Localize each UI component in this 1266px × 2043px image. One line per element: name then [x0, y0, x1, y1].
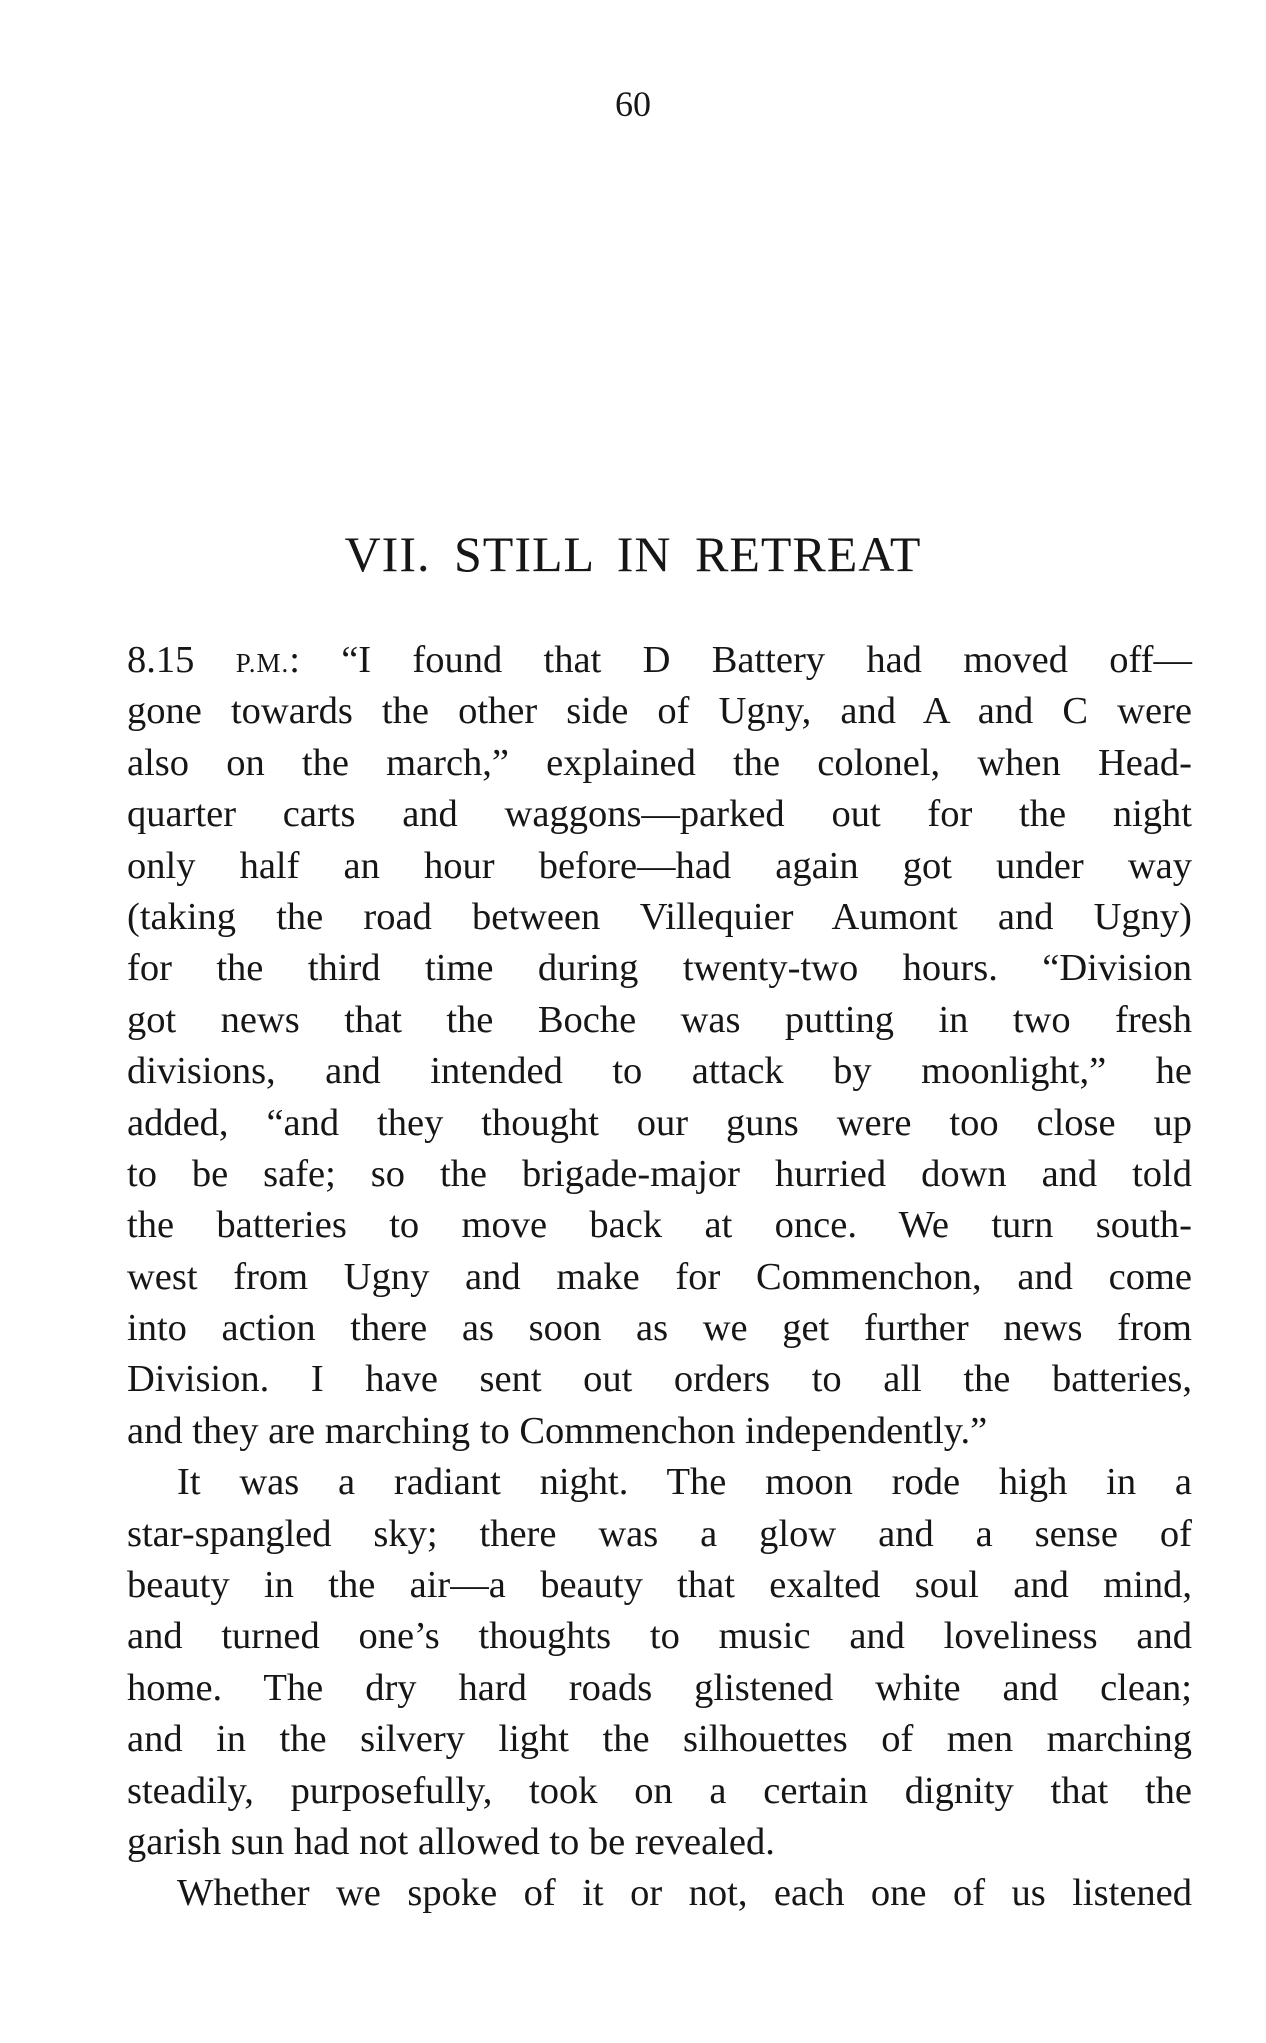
text-line: and in the silvery light the silhouettes of men marching — [127, 1718, 1192, 1761]
text-line: into action there as soon as we get further news from — [127, 1307, 1192, 1350]
text-line — [127, 635, 1192, 686]
body-text — [127, 635, 1192, 1920]
paragraph-start-line: It was a radiant night. The moon rode high in a — [177, 1461, 1192, 1504]
text-line: also on the march,” explained the colonel, when Head- — [127, 741, 1192, 784]
text-line: garish sun had not allowed to be revealed. — [127, 1820, 775, 1863]
text-line: added, “and they thought our guns were too close up — [127, 1101, 1192, 1144]
text-line: (taking the road between Villequier Aumont and Ugny) — [127, 895, 1192, 938]
text-line: and turned one’s thoughts to music and loveliness and — [127, 1615, 1192, 1658]
text-line: steadily, purposefully, took on a certain dignity that the — [127, 1769, 1192, 1812]
page-number: 60 — [615, 84, 651, 124]
chapter-title: VII. STILL IN RETREAT — [344, 526, 922, 582]
text-line: star-spangled sky; there was a glow and a sense of — [127, 1512, 1192, 1555]
text-line: to be safe; so the brigade-major hurried down and told — [127, 1152, 1192, 1195]
text-line: gone towards the other side of Ugny, and A and C were — [127, 690, 1192, 733]
text-line: home. The dry hard roads glistened white and clean; — [127, 1666, 1192, 1709]
text-line: beauty in the air—a beauty that exalted soul and mind, — [127, 1564, 1192, 1607]
text-line: Division. I have sent out orders to all the batteries, — [127, 1358, 1192, 1401]
text-line: only half an hour before—had again got under way — [127, 844, 1192, 887]
text-line: quarter carts and waggons—parked out for the night — [127, 793, 1192, 836]
opening-quote-text: : “I found that D Battery had moved off— — [289, 639, 1192, 681]
text-line: divisions, and intended to attack by moonlight,” he — [127, 1050, 1192, 1093]
text-line: got news that the Boche was putting in two fresh — [127, 998, 1192, 1041]
text-line: the batteries to move back at once. We turn south- — [127, 1204, 1192, 1247]
text-line: west from Ugny and make for Commenchon, and come — [127, 1255, 1192, 1298]
paragraph-start-line: Whether we spoke of it or not, each one of us listened — [177, 1872, 1192, 1915]
time-stamp: 8.15 — [127, 639, 195, 681]
time-period: P.M. — [235, 648, 290, 678]
text-line: for the third time during twenty-two hours. “Division — [127, 947, 1192, 990]
text-line: and they are marching to Commenchon independently.” — [127, 1409, 988, 1452]
